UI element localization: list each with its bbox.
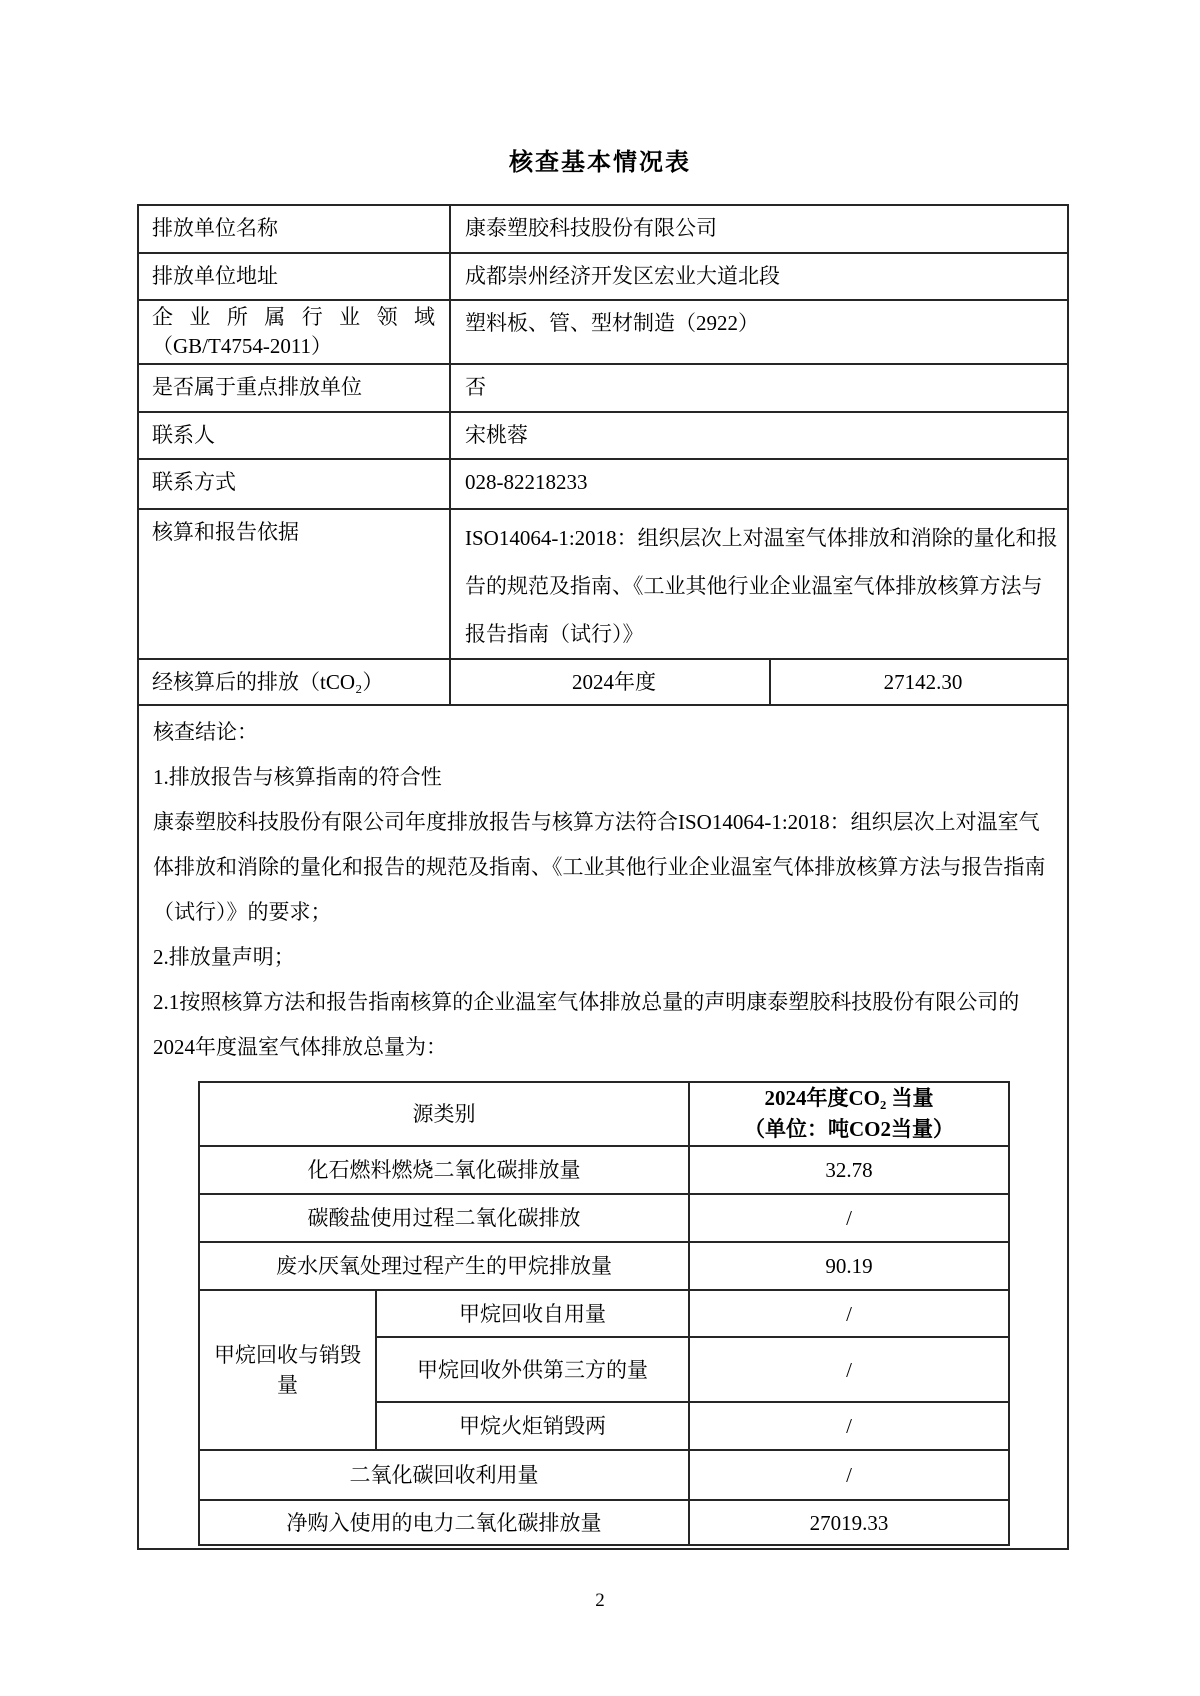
- table-row-unit-name: [138, 205, 1068, 253]
- table-row-unit-address: [138, 253, 1068, 300]
- source-category-header: 源类别: [199, 1082, 689, 1146]
- conclusion-heading: 核查结论：: [153, 720, 258, 744]
- co2-header-line1: 2024年度CO₂ 当量: [764, 1086, 934, 1110]
- value-cell: /: [689, 1450, 1009, 1500]
- value-cell: 27019.33: [689, 1500, 1009, 1545]
- emission-row-methane-self-use: [199, 1290, 1009, 1337]
- conclusion-item2-body: 2.1按照核算方法和报告指南核算的企业温室气体排放总量的声明康泰塑胶科技股份有限公司的2024年度温室气体排放总量为：: [153, 990, 1020, 1059]
- table-row-accounting-basis: [138, 509, 1068, 659]
- table-row-contact-phone: [138, 459, 1068, 509]
- co2-header-line2: （单位：吨CO2当量）: [744, 1117, 954, 1141]
- page-number: 2: [595, 1590, 605, 1611]
- emission-row-co2-recovery: [199, 1450, 1009, 1500]
- row-label: 经核算后的排放（tCO₂）: [138, 659, 450, 705]
- table-row-key-emitter: [138, 364, 1068, 412]
- emission-row-carbonate: [199, 1194, 1009, 1242]
- value-cell: /: [689, 1290, 1009, 1337]
- industry-label-line2: （GB/T4754-2011）: [152, 334, 333, 358]
- row-label: 联系人: [138, 412, 450, 459]
- industry-label-line1: 企业所属行业领域: [152, 305, 435, 329]
- co2-equivalent-header: [689, 1082, 1009, 1146]
- conclusion-item1-title: 1.排放报告与核算指南的符合性: [153, 765, 442, 789]
- source-cell: 甲烷火炬销毁两: [376, 1402, 689, 1450]
- table-row-verified-emission: [138, 659, 1068, 705]
- row-label: 联系方式: [138, 459, 450, 509]
- methane-group-label: 甲烷回收与销毁量: [199, 1290, 376, 1450]
- row-label: 排放单位名称: [138, 205, 450, 253]
- emission-amount: 27142.30: [770, 659, 1068, 705]
- row-value: 成都崇州经济开发区宏业大道北段: [450, 253, 1068, 300]
- row-label: 是否属于重点排放单位: [138, 364, 450, 412]
- table-row-conclusion: [138, 705, 1068, 1549]
- value-cell: 32.78: [689, 1146, 1009, 1194]
- source-cell: 废水厌氧处理过程产生的甲烷排放量: [199, 1242, 689, 1290]
- emission-header-row: [199, 1082, 1009, 1146]
- table-row-industry: [138, 300, 1068, 364]
- conclusion-cell: [138, 705, 1068, 1549]
- emission-year: 2024年度: [450, 659, 770, 705]
- row-value: 康泰塑胶科技股份有限公司: [450, 205, 1068, 253]
- emission-summary-table: [198, 1081, 1010, 1546]
- emission-row-fossil: [199, 1146, 1009, 1194]
- value-cell: /: [689, 1194, 1009, 1242]
- table-row-contact-person: [138, 412, 1068, 459]
- source-cell: 甲烷回收自用量: [376, 1290, 689, 1337]
- basic-info-table: [137, 204, 1069, 1550]
- conclusion-item2-title: 2.排放量声明；: [153, 945, 295, 969]
- value-cell: /: [689, 1337, 1009, 1402]
- row-label: 核算和报告依据: [138, 509, 450, 659]
- row-value: 塑料板、管、型材制造（2922）: [450, 300, 1068, 364]
- value-cell: /: [689, 1402, 1009, 1450]
- row-value: 否: [450, 364, 1068, 412]
- conclusion-item1-body: 康泰塑胶科技股份有限公司年度排放报告与核算方法符合ISO14064-1:2018：组织层次上对温室气体排放和消除的量化和报告的规范及指南、《工业其他行业企业温室气体排放核算方法与报告指南（试行）》的要求；: [153, 810, 1046, 924]
- row-value: 028-82218233: [450, 459, 1068, 509]
- row-value: 宋桃蓉: [450, 412, 1068, 459]
- row-label: [138, 300, 450, 364]
- emission-row-wastewater: [199, 1242, 1009, 1290]
- value-cell: 90.19: [689, 1242, 1009, 1290]
- row-label: 排放单位地址: [138, 253, 450, 300]
- source-cell: 化石燃料燃烧二氧化碳排放量: [199, 1146, 689, 1194]
- source-cell: 净购入使用的电力二氧化碳排放量: [199, 1500, 689, 1545]
- emission-row-purchased-electricity: [199, 1500, 1009, 1545]
- source-cell: 二氧化碳回收利用量: [199, 1450, 689, 1500]
- source-cell: 甲烷回收外供第三方的量: [376, 1337, 689, 1402]
- page-title: 核查基本情况表: [509, 150, 691, 176]
- source-cell: 碳酸盐使用过程二氧化碳排放: [199, 1194, 689, 1242]
- row-value: ISO14064-1:2018：组织层次上对温室气体排放和消除的量化和报告的规范及指南、《工业其他行业企业温室气体排放核算方法与报告指南（试行）》: [450, 509, 1068, 659]
